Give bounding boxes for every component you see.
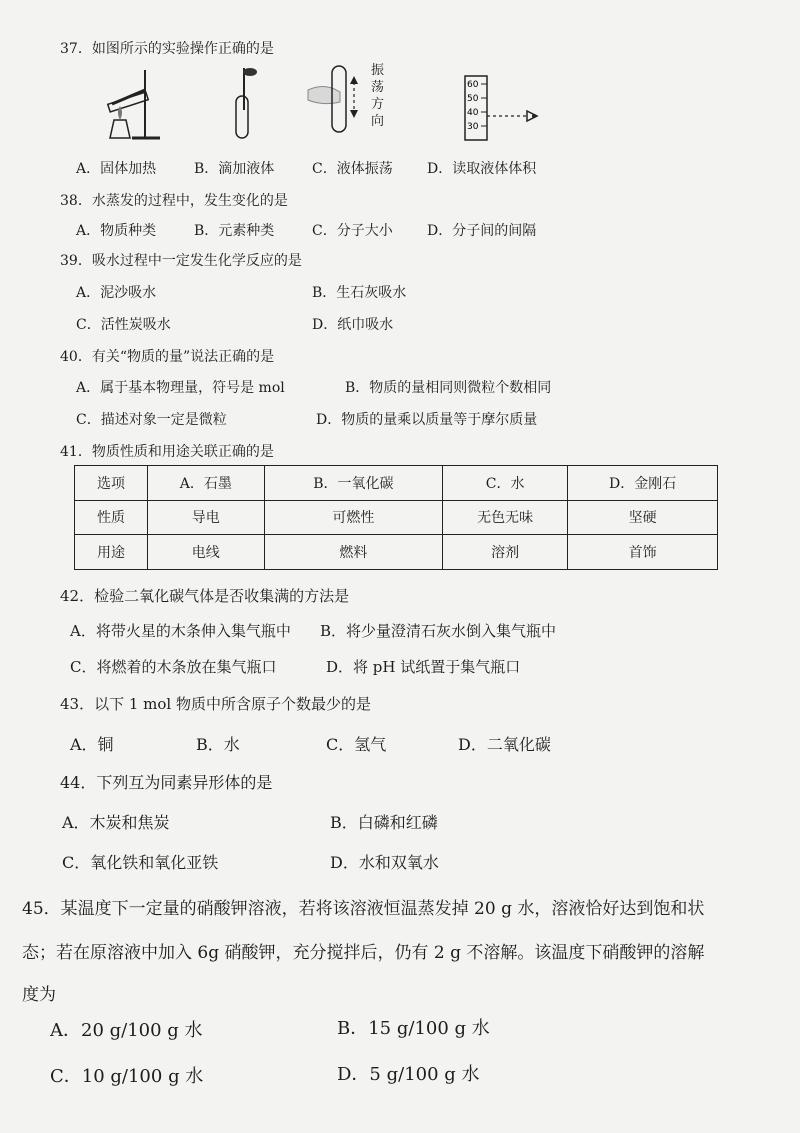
q38-option-a: A．物质种类 — [76, 223, 157, 239]
table-cell: 用途 — [75, 535, 148, 570]
tick-30: 30 — [467, 122, 479, 132]
table-cell: 性质 — [75, 500, 148, 535]
q43-option-d: D．二氧化碳 — [458, 735, 551, 754]
q39-stem: 39．吸水过程中一定发生化学反应的是 — [60, 253, 302, 269]
q39-option-a: A．泥沙吸水 — [76, 285, 157, 301]
q40-option-b: B．物质的量相同则微粒个数相同 — [345, 380, 552, 396]
table-cell: A．石墨 — [148, 466, 265, 501]
q39-option-c: C．活性炭吸水 — [76, 317, 171, 333]
q44-option-d: D．水和双氧水 — [330, 853, 439, 872]
q39-option-b: B．生石灰吸水 — [312, 285, 407, 301]
q37-option-a: A．固体加热 — [76, 161, 157, 177]
shaking-direction-label: 振荡方向 — [371, 63, 385, 129]
q42-option-b: B．将少量澄清石灰水倒入集气瓶中 — [320, 622, 557, 640]
q45-option-d: D．5 g/100 g 水 — [337, 1064, 480, 1085]
q43-stem: 43．以下 1 mol 物质中所含原子个数最少的是 — [60, 695, 371, 713]
table-cell: B．一氧化碳 — [264, 466, 442, 501]
table-cell: 燃料 — [264, 535, 442, 570]
table-cell: C．水 — [443, 466, 568, 501]
tick-40: 40 — [467, 108, 479, 118]
q38-option-c: C．分子大小 — [312, 223, 393, 239]
q41-stem: 41．物质性质和用途关联正确的是 — [60, 444, 274, 460]
q37-stem: 37．如图所示的实验操作正确的是 — [60, 41, 274, 57]
tick-60: 60 — [467, 80, 479, 90]
table-cell: 首饰 — [568, 535, 718, 570]
table-row — [75, 466, 718, 501]
q45-option-a: A．20 g/100 g 水 — [50, 1020, 203, 1041]
table-row — [75, 535, 718, 570]
q45-option-c: C．10 g/100 g 水 — [50, 1066, 204, 1087]
q45-stem-line-1: 45．某温度下一定量的硝酸钾溶液，若将该溶液恒温蒸发掉 20 g 水，溶液恰好达到饱和状 — [22, 899, 705, 919]
table-cell: 无色无味 — [443, 500, 568, 535]
q38-option-d: D．分子间的间隔 — [427, 223, 537, 239]
figure-dropping-liquid — [222, 66, 272, 141]
q43-option-b: B．水 — [196, 735, 240, 754]
q45-option-b: B．15 g/100 g 水 — [337, 1018, 490, 1039]
table-cell: 选项 — [75, 466, 148, 501]
tick-50: 50 — [467, 94, 479, 104]
table-cell: 电线 — [148, 535, 265, 570]
q39-option-d: D．纸巾吸水 — [312, 317, 394, 333]
figure-read-volume — [455, 74, 545, 144]
figure-liquid-shaking — [300, 60, 400, 145]
q44-stem: 44．下列互为同素异形体的是 — [60, 773, 273, 792]
q37-option-c: C．液体振荡 — [312, 161, 393, 177]
q44-option-a: A．木炭和焦炭 — [62, 813, 170, 832]
q44-option-b: B．白磷和红磷 — [330, 813, 438, 832]
q40-option-c: C．描述对象一定是微粒 — [76, 412, 227, 428]
figure-solid-heating — [100, 68, 170, 143]
q42-stem: 42．检验二氧化碳气体是否收集满的方法是 — [60, 587, 350, 605]
table-cell: 导电 — [148, 500, 265, 535]
q43-option-a: A．铜 — [70, 735, 114, 754]
q45-stem-line-2: 态；若在原溶液中加入 6g 硝酸钾，充分搅拌后，仍有 2 g 不溶解。该温度下硝酸钾的溶解 — [22, 943, 705, 963]
table-cell: 坚硬 — [568, 500, 718, 535]
table-row — [75, 500, 718, 535]
table-cell: 可燃性 — [264, 500, 442, 535]
q37-option-b: B．滴加液体 — [194, 161, 275, 177]
q42-option-d: D．将 pH 试纸置于集气瓶口 — [326, 658, 521, 676]
q44-option-c: C．氧化铁和氧化亚铁 — [62, 853, 219, 872]
q40-option-d: D．物质的量乘以质量等于摩尔质量 — [316, 412, 538, 428]
q42-option-a: A．将带火星的木条伸入集气瓶中 — [70, 622, 291, 640]
q38-stem: 38．水蒸发的过程中，发生变化的是 — [60, 193, 288, 209]
q38-option-b: B．元素种类 — [194, 223, 275, 239]
q42-option-c: C．将燃着的木条放在集气瓶口 — [70, 658, 277, 676]
q40-stem: 40．有关“物质的量”说法正确的是 — [60, 349, 275, 365]
table-cell: D．金刚石 — [568, 466, 718, 501]
table-cell: 溶剂 — [443, 535, 568, 570]
q37-option-d: D．读取液体体积 — [427, 161, 537, 177]
q45-stem-line-3: 度为 — [22, 985, 56, 1005]
property-use-table — [74, 465, 718, 570]
q40-option-a: A．属于基本物理量，符号是 mol — [76, 380, 285, 396]
q43-option-c: C．氢气 — [326, 735, 387, 754]
